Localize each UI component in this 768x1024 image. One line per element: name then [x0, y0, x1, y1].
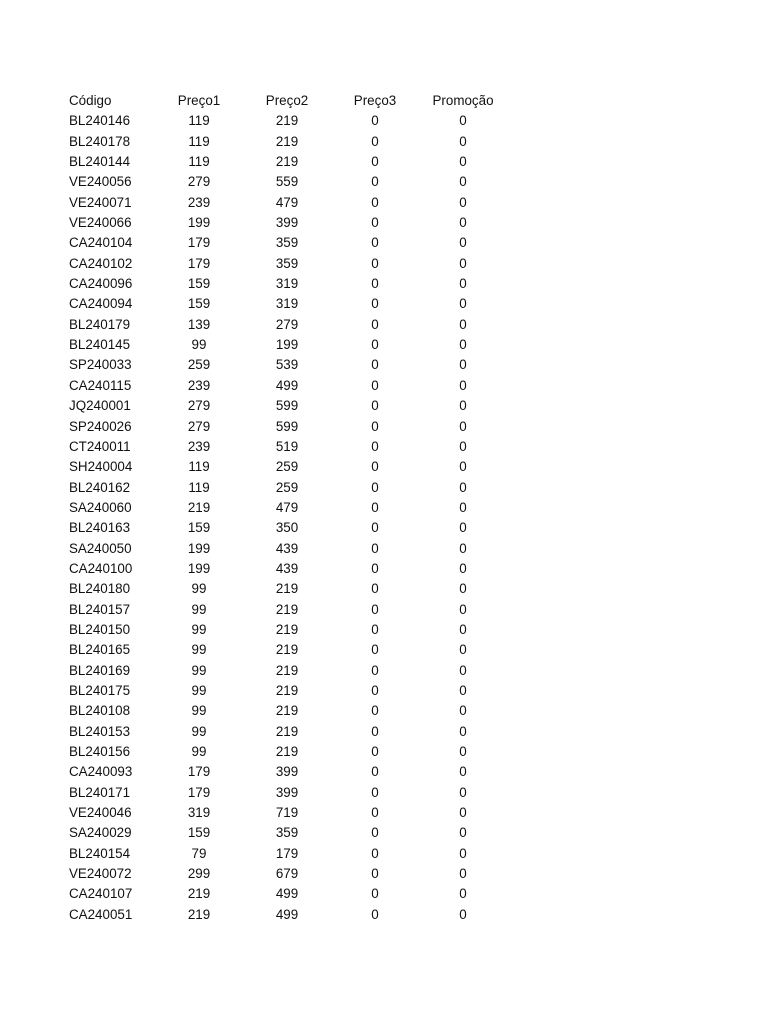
table-row — [0, 905, 768, 925]
cell-price1: 279 — [187, 418, 211, 434]
table-row — [0, 762, 768, 782]
cell-price2: 479 — [275, 499, 299, 515]
cell-price1: 159 — [187, 296, 211, 312]
cell-promo: 0 — [459, 886, 467, 902]
cell-code: VE240046 — [69, 805, 132, 821]
cell-price2: 219 — [275, 581, 299, 597]
cell-price3: 0 — [371, 764, 379, 780]
table-row — [0, 559, 768, 579]
cell-code: CA240107 — [69, 886, 133, 902]
cell-code: SP240026 — [69, 418, 132, 434]
cell-promo: 0 — [459, 845, 467, 861]
cell-price2: 559 — [275, 174, 299, 190]
table-row — [0, 132, 768, 152]
cell-price3: 0 — [371, 784, 379, 800]
cell-price3: 0 — [371, 744, 379, 759]
cell-promo: 0 — [459, 154, 467, 170]
cell-code: BL240145 — [69, 337, 131, 353]
cell-price3: 0 — [371, 866, 379, 882]
cell-code: CA240093 — [69, 764, 133, 780]
cell-price3: 0 — [371, 398, 379, 414]
cell-promo: 0 — [459, 459, 467, 475]
cell-price1: 179 — [187, 255, 211, 271]
cell-price3: 0 — [371, 215, 379, 231]
cell-price1: 239 — [187, 438, 211, 454]
cell-price3: 0 — [371, 154, 379, 170]
cell-price1: 179 — [187, 784, 211, 800]
table-row — [0, 518, 768, 538]
table-row — [0, 681, 768, 701]
cell-price3: 0 — [371, 276, 379, 292]
cell-promo: 0 — [459, 682, 467, 698]
cell-price1: 119 — [188, 154, 210, 170]
cell-price1: 199 — [187, 215, 211, 231]
cell-price1: 119 — [188, 479, 210, 495]
cell-promo: 0 — [459, 133, 467, 149]
cell-price1: 159 — [187, 276, 211, 292]
cell-price2: 219 — [275, 113, 299, 129]
cell-price3: 0 — [371, 560, 379, 576]
table-row — [0, 213, 768, 233]
cell-price2: 679 — [275, 866, 299, 882]
cell-price3: 0 — [371, 520, 379, 536]
table-row — [0, 478, 768, 498]
cell-price2: 479 — [275, 194, 299, 210]
cell-price2: 539 — [275, 357, 299, 373]
cell-code: BL240144 — [69, 154, 131, 170]
cell-price2: 219 — [275, 662, 299, 678]
table-row — [0, 783, 768, 803]
cell-promo: 0 — [459, 764, 467, 780]
cell-price1: 179 — [187, 764, 211, 780]
cell-price1: 159 — [187, 825, 211, 841]
cell-price1: 239 — [187, 377, 211, 393]
cell-price1: 199 — [187, 560, 211, 576]
cell-price1: 99 — [191, 337, 207, 353]
cell-price3: 0 — [371, 235, 379, 251]
cell-code: SH240004 — [69, 459, 133, 475]
table-row — [0, 803, 768, 823]
cell-price1: 179 — [187, 235, 211, 251]
cell-price2: 219 — [275, 744, 299, 759]
cell-price2: 350 — [275, 520, 299, 536]
cell-promo: 0 — [459, 479, 467, 495]
cell-code: SA240029 — [69, 825, 132, 841]
cell-price2: 399 — [275, 215, 299, 231]
table-row — [0, 437, 768, 457]
table-row — [0, 233, 768, 253]
cell-price3: 0 — [371, 825, 379, 841]
table-row — [0, 620, 768, 640]
cell-price2: 359 — [275, 255, 299, 271]
table-row — [0, 294, 768, 314]
cell-price3: 0 — [371, 906, 379, 922]
cell-price1: 219 — [187, 499, 211, 515]
table-row — [0, 355, 768, 375]
cell-promo: 0 — [459, 398, 467, 414]
cell-promo: 0 — [459, 296, 467, 312]
cell-code: VE240056 — [69, 174, 132, 190]
header-price3: Preço3 — [353, 93, 397, 108]
cell-promo: 0 — [459, 723, 467, 739]
cell-price2: 399 — [275, 784, 299, 800]
table-row — [0, 884, 768, 904]
cell-price2: 519 — [275, 438, 299, 454]
cell-code: BL240169 — [69, 662, 131, 678]
table-row — [0, 823, 768, 843]
cell-price1: 99 — [191, 621, 207, 637]
cell-code: VE240066 — [69, 215, 132, 231]
cell-promo: 0 — [459, 255, 467, 271]
cell-price2: 199 — [275, 337, 299, 353]
cell-promo: 0 — [459, 540, 467, 556]
table-row — [0, 539, 768, 559]
cell-price3: 0 — [371, 662, 379, 678]
cell-price3: 0 — [371, 499, 379, 515]
cell-price2: 599 — [275, 418, 299, 434]
cell-price1: 319 — [187, 805, 211, 821]
cell-price3: 0 — [371, 133, 379, 149]
header-promo: Promoção — [432, 93, 494, 108]
cell-promo: 0 — [459, 357, 467, 373]
cell-price1: 159 — [187, 520, 211, 536]
cell-price3: 0 — [371, 337, 379, 353]
cell-price3: 0 — [371, 805, 379, 821]
cell-price1: 279 — [187, 174, 211, 190]
table-row — [0, 457, 768, 477]
cell-price2: 219 — [275, 703, 299, 719]
cell-price1: 219 — [187, 906, 211, 922]
cell-code: BL240163 — [69, 520, 131, 536]
cell-code: SA240050 — [69, 540, 132, 556]
cell-price2: 319 — [275, 296, 299, 312]
cell-price3: 0 — [371, 255, 379, 271]
cell-price3: 0 — [371, 296, 379, 312]
header-price1: Preço1 — [177, 93, 221, 108]
header-code: Código — [69, 93, 112, 108]
table-row — [0, 742, 768, 762]
cell-price1: 199 — [187, 540, 211, 556]
cell-promo: 0 — [459, 784, 467, 800]
cell-price3: 0 — [371, 703, 379, 719]
cell-promo: 0 — [459, 621, 467, 637]
cell-code: CA240051 — [69, 906, 133, 922]
cell-price3: 0 — [371, 682, 379, 698]
cell-code: VE240072 — [69, 866, 132, 882]
cell-code: VE240071 — [69, 194, 132, 210]
cell-code: BL240154 — [69, 845, 131, 861]
cell-price1: 79 — [191, 845, 207, 861]
cell-price1: 119 — [188, 113, 210, 129]
cell-price2: 439 — [275, 540, 299, 556]
cell-price1: 239 — [187, 194, 211, 210]
cell-promo: 0 — [459, 235, 467, 251]
cell-price3: 0 — [371, 540, 379, 556]
cell-promo: 0 — [459, 113, 467, 129]
cell-price2: 399 — [275, 764, 299, 780]
cell-code: BL240165 — [69, 642, 131, 658]
cell-price2: 499 — [275, 886, 299, 902]
cell-price3: 0 — [371, 438, 379, 454]
cell-price2: 259 — [275, 479, 299, 495]
cell-price3: 0 — [371, 418, 379, 434]
cell-code: CA240115 — [69, 377, 132, 393]
cell-code: SA240060 — [69, 499, 132, 515]
cell-price1: 99 — [191, 703, 207, 719]
cell-code: BL240175 — [69, 682, 131, 698]
cell-price3: 0 — [371, 886, 379, 902]
cell-price1: 99 — [191, 723, 207, 739]
header-price2: Preço2 — [265, 93, 309, 108]
cell-price2: 219 — [275, 682, 299, 698]
cell-promo: 0 — [459, 642, 467, 658]
table-row — [0, 661, 768, 681]
cell-code: BL240171 — [69, 784, 131, 800]
cell-price3: 0 — [371, 479, 379, 495]
cell-promo: 0 — [459, 703, 467, 719]
cell-price1: 99 — [191, 682, 207, 698]
table-row — [0, 335, 768, 355]
cell-promo: 0 — [459, 377, 467, 393]
cell-price1: 99 — [191, 744, 207, 759]
cell-price3: 0 — [371, 723, 379, 739]
table-header-row — [0, 91, 768, 111]
cell-price1: 119 — [188, 133, 210, 149]
cell-price2: 599 — [275, 398, 299, 414]
cell-price2: 259 — [275, 459, 299, 475]
price-table — [0, 91, 768, 925]
cell-code: SP240033 — [69, 357, 132, 373]
cell-price2: 279 — [275, 316, 299, 332]
cell-price2: 439 — [275, 560, 299, 576]
cell-code: CA240104 — [69, 235, 133, 251]
cell-price1: 99 — [191, 642, 207, 658]
table-row — [0, 417, 768, 437]
cell-promo: 0 — [459, 744, 467, 759]
cell-price1: 259 — [187, 357, 211, 373]
cell-promo: 0 — [459, 906, 467, 922]
cell-price1: 99 — [191, 581, 207, 597]
cell-promo: 0 — [459, 499, 467, 515]
cell-promo: 0 — [459, 866, 467, 882]
cell-promo: 0 — [459, 276, 467, 292]
cell-price2: 179 — [275, 845, 299, 861]
cell-promo: 0 — [459, 601, 467, 617]
cell-price2: 219 — [275, 154, 299, 170]
cell-price3: 0 — [371, 459, 379, 475]
table-row — [0, 844, 768, 864]
cell-price2: 499 — [275, 377, 299, 393]
cell-price3: 0 — [371, 357, 379, 373]
cell-code: CA240094 — [69, 296, 133, 312]
cell-promo: 0 — [459, 520, 467, 536]
table-row — [0, 254, 768, 274]
cell-price2: 219 — [275, 621, 299, 637]
cell-price2: 499 — [275, 906, 299, 922]
table-row — [0, 274, 768, 294]
cell-promo: 0 — [459, 560, 467, 576]
cell-promo: 0 — [459, 194, 467, 210]
cell-code: JQ240001 — [69, 398, 131, 414]
cell-price1: 99 — [191, 662, 207, 678]
cell-price1: 299 — [187, 866, 211, 882]
cell-price1: 279 — [187, 398, 211, 414]
cell-price1: 99 — [191, 601, 207, 617]
cell-price2: 219 — [275, 642, 299, 658]
cell-code: BL240179 — [69, 316, 131, 332]
table-body — [0, 111, 768, 925]
cell-promo: 0 — [459, 662, 467, 678]
cell-promo: 0 — [459, 805, 467, 821]
table-row — [0, 579, 768, 599]
cell-promo: 0 — [459, 418, 467, 434]
cell-price3: 0 — [371, 642, 379, 658]
cell-code: BL240162 — [69, 479, 131, 495]
table-row — [0, 193, 768, 213]
cell-promo: 0 — [459, 825, 467, 841]
cell-price2: 319 — [275, 276, 299, 292]
cell-price2: 219 — [275, 601, 299, 617]
cell-code: BL240178 — [69, 133, 131, 149]
table-row — [0, 111, 768, 131]
table-row — [0, 498, 768, 518]
cell-price3: 0 — [371, 581, 379, 597]
cell-price1: 219 — [187, 886, 211, 902]
table-row — [0, 376, 768, 396]
cell-price3: 0 — [371, 174, 379, 190]
cell-price2: 219 — [275, 723, 299, 739]
table-row — [0, 600, 768, 620]
cell-promo: 0 — [459, 581, 467, 597]
cell-promo: 0 — [459, 215, 467, 231]
cell-price2: 359 — [275, 235, 299, 251]
cell-code: BL240157 — [69, 601, 131, 617]
table-row — [0, 701, 768, 721]
cell-price2: 219 — [275, 133, 299, 149]
cell-price3: 0 — [371, 621, 379, 637]
cell-code: BL240150 — [69, 621, 131, 637]
cell-promo: 0 — [459, 337, 467, 353]
cell-code: BL240153 — [69, 723, 131, 739]
table-row — [0, 315, 768, 335]
table-row — [0, 396, 768, 416]
cell-code: BL240146 — [69, 113, 131, 129]
cell-price3: 0 — [371, 113, 379, 129]
cell-price2: 359 — [275, 825, 299, 841]
cell-price3: 0 — [371, 316, 379, 332]
cell-price2: 719 — [275, 805, 299, 821]
cell-price1: 119 — [188, 459, 210, 475]
table-row — [0, 864, 768, 884]
cell-code: CA240100 — [69, 560, 133, 576]
cell-code: CT240011 — [69, 438, 131, 454]
cell-promo: 0 — [459, 316, 467, 332]
table-row — [0, 722, 768, 742]
cell-price3: 0 — [371, 845, 379, 861]
cell-promo: 0 — [459, 438, 467, 454]
cell-code: BL240156 — [69, 744, 131, 759]
cell-code: CA240096 — [69, 276, 133, 292]
table-row — [0, 172, 768, 192]
table-row — [0, 640, 768, 660]
cell-code: BL240180 — [69, 581, 131, 597]
cell-price3: 0 — [371, 194, 379, 210]
cell-price1: 139 — [187, 316, 211, 332]
table-row — [0, 152, 768, 172]
cell-promo: 0 — [459, 174, 467, 190]
cell-code: CA240102 — [69, 255, 133, 271]
cell-price3: 0 — [371, 601, 379, 617]
cell-price3: 0 — [371, 377, 379, 393]
cell-code: BL240108 — [69, 703, 131, 719]
